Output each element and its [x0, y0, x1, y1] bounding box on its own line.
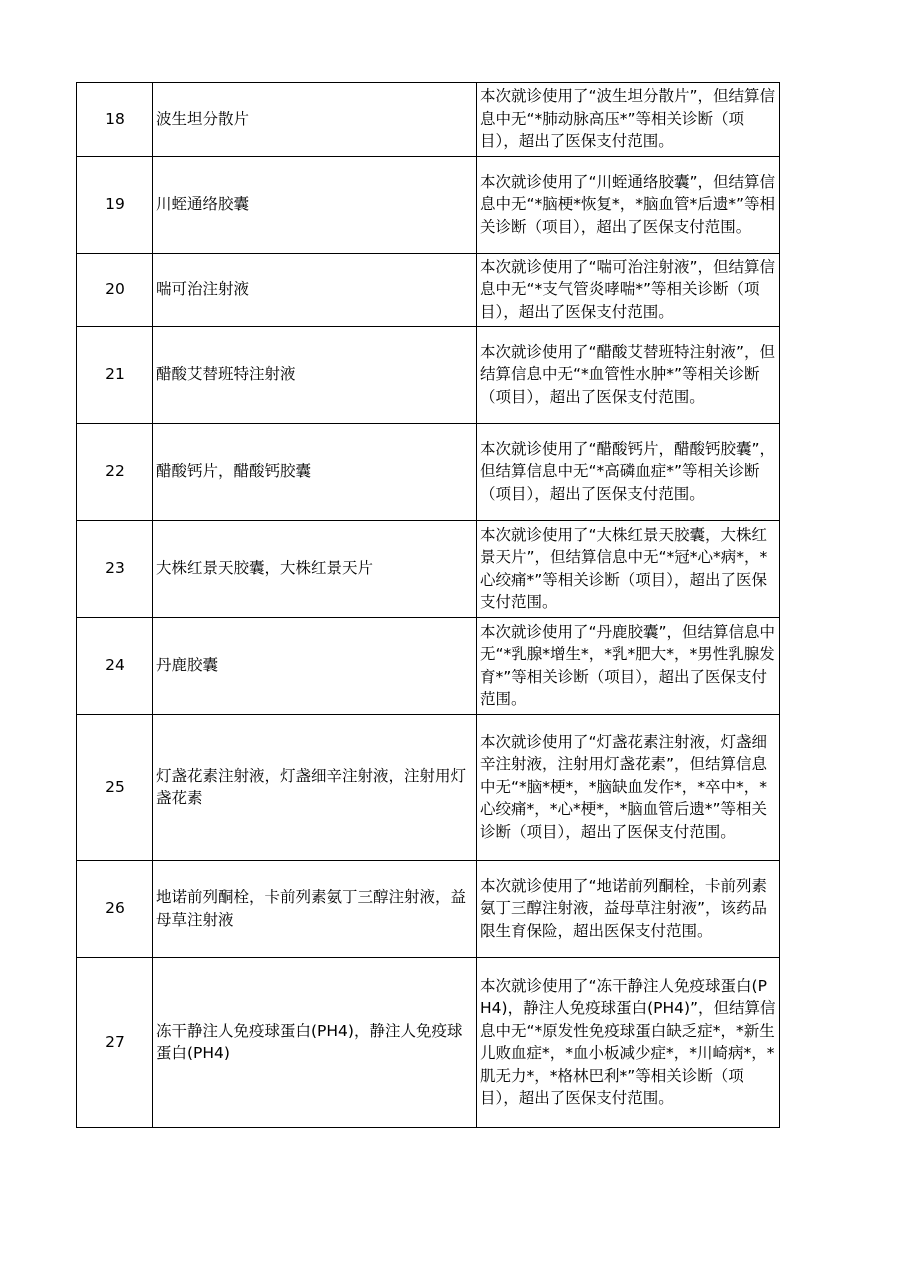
violation-reason: 本次就诊使用了“丹鹿胶囊”，但结算信息中无“*乳腺*增生*，*乳*肥大*，*男性乳腺发育*”等相关诊断（项目），超出了医保支付范围。: [477, 618, 780, 715]
table-row: [77, 521, 780, 618]
drug-name: 丹鹿胶囊: [153, 618, 477, 715]
row-number: 24: [77, 618, 153, 715]
violation-reason: 本次就诊使用了“醋酸钙片，醋酸钙胶囊”，但结算信息中无“*高磷血症*”等相关诊断（项目），超出了医保支付范围。: [477, 424, 780, 521]
row-number: 23: [77, 521, 153, 618]
row-number: 21: [77, 327, 153, 424]
row-number: 20: [77, 254, 153, 327]
table-row: [77, 83, 780, 157]
drug-restriction-table: [76, 82, 780, 1128]
violation-reason: 本次就诊使用了“醋酸艾替班特注射液”，但结算信息中无“*血管性水肿*”等相关诊断（项目），超出了医保支付范围。: [477, 327, 780, 424]
table-row: [77, 327, 780, 424]
drug-name: 地诺前列酮栓，卡前列素氨丁三醇注射液，益母草注射液: [153, 861, 477, 958]
drug-name: 川蛭通络胶囊: [153, 157, 477, 254]
row-number: 27: [77, 958, 153, 1128]
drug-name: 醋酸钙片，醋酸钙胶囊: [153, 424, 477, 521]
violation-reason: 本次就诊使用了“川蛭通络胶囊”，但结算信息中无“*脑梗*恢复*，*脑血管*后遗*”等相关诊断（项目），超出了医保支付范围。: [477, 157, 780, 254]
table-row: [77, 424, 780, 521]
violation-reason: 本次就诊使用了“灯盏花素注射液，灯盏细辛注射液，注射用灯盏花素”，但结算信息中无“*脑*梗*，*脑缺血发作*，*卒中*，*心绞痛*，*心*梗*，*脑血管后遗*”等相关诊断（项目），超出了医保支付范围。: [477, 715, 780, 861]
table-row: [77, 958, 780, 1128]
row-number: 26: [77, 861, 153, 958]
violation-reason: 本次就诊使用了“大株红景天胶囊，大株红景天片”，但结算信息中无“*冠*心*病*，*心绞痛*”等相关诊断（项目），超出了医保支付范围。: [477, 521, 780, 618]
table-row: [77, 861, 780, 958]
drug-name: 喘可治注射液: [153, 254, 477, 327]
violation-reason: 本次就诊使用了“冻干静注人免疫球蛋白(PH4)，静注人免疫球蛋白(PH4)”，但结算信息中无“*原发性免疫球蛋白缺乏症*，*新生儿败血症*，*血小板减少症*，*川崎病*，*肌无力*，*格林巴利*”等相关诊断（项目），超出了医保支付范围。: [477, 958, 780, 1128]
row-number: 25: [77, 715, 153, 861]
violation-reason: 本次就诊使用了“喘可治注射液”，但结算信息中无“*支气管炎哮喘*”等相关诊断（项目），超出了医保支付范围。: [477, 254, 780, 327]
violation-reason: 本次就诊使用了“地诺前列酮栓，卡前列素氨丁三醇注射液，益母草注射液”，该药品限生育保险，超出医保支付范围。: [477, 861, 780, 958]
table-row: [77, 715, 780, 861]
drug-name: 灯盏花素注射液，灯盏细辛注射液，注射用灯盏花素: [153, 715, 477, 861]
violation-reason: 本次就诊使用了“波生坦分散片”，但结算信息中无“*肺动脉高压*”等相关诊断（项目），超出了医保支付范围。: [477, 83, 780, 157]
row-number: 19: [77, 157, 153, 254]
drug-name: 大株红景天胶囊，大株红景天片: [153, 521, 477, 618]
row-number: 18: [77, 83, 153, 157]
drug-name: 波生坦分散片: [153, 83, 477, 157]
row-number: 22: [77, 424, 153, 521]
drug-name: 醋酸艾替班特注射液: [153, 327, 477, 424]
drug-name: 冻干静注人免疫球蛋白(PH4)，静注人免疫球蛋白(PH4): [153, 958, 477, 1128]
table-row: [77, 157, 780, 254]
table-row: [77, 254, 780, 327]
table-row: [77, 618, 780, 715]
